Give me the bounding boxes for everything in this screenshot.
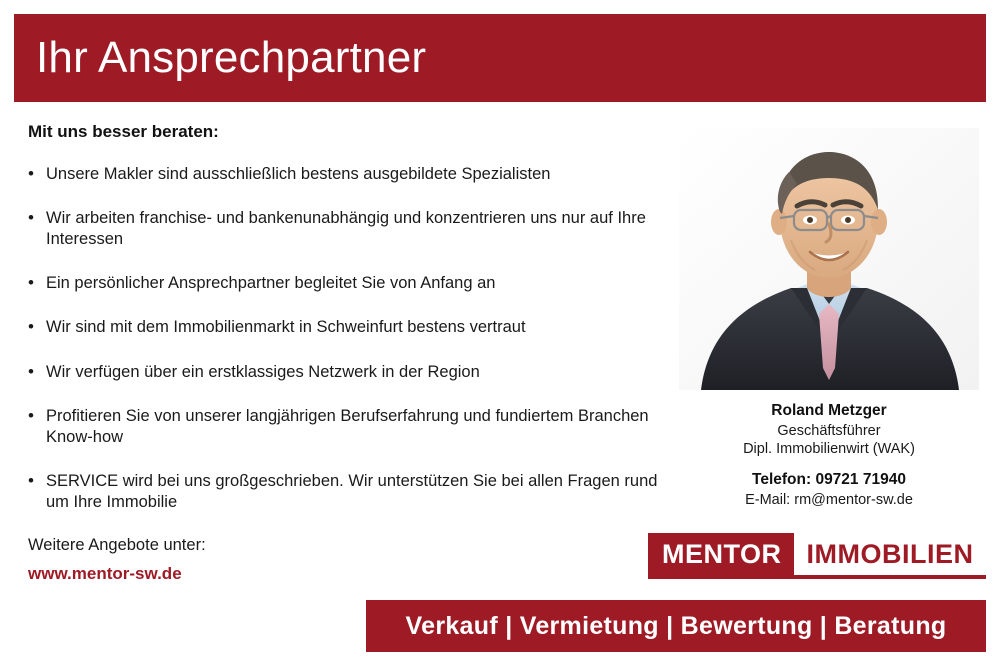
- list-item: • Wir sind mit dem Immobilienmarkt in Schweinfurt bestens vertraut: [28, 317, 668, 338]
- list-item: • Ein persönlicher Ansprechpartner begleitet Sie von Anfang an: [28, 273, 668, 294]
- company-logo: [648, 533, 986, 579]
- avatar: [679, 128, 979, 390]
- footer-banner: [366, 600, 986, 652]
- list-item: • Unsere Makler sind ausschließlich bestens ausgebildete Spezialisten: [28, 164, 668, 185]
- contact-email[interactable]: E-Mail: rm@mentor-sw.de: [745, 492, 913, 508]
- list-item: • Wir verfügen über ein erstklassiges Netzwerk in der Region: [28, 362, 668, 383]
- logo-word-text: IMMOBILIEN: [806, 538, 974, 569]
- header-banner: [14, 14, 986, 102]
- page-title: Ihr Ansprechpartner: [36, 33, 427, 82]
- intro-heading: Mit uns besser beraten:: [28, 122, 219, 141]
- list-item: • Wir arbeiten franchise- und bankenunabhängig und konzentrieren uns nur auf Ihre Interessen: [28, 208, 668, 250]
- contact-phone[interactable]: Telefon: 09721 71940: [752, 471, 906, 488]
- footer-services: Verkauf | Vermietung | Bewertung | Beratung: [405, 611, 947, 640]
- contact-details: [672, 402, 986, 508]
- contact-name: Roland Metzger: [771, 402, 887, 419]
- logo-mark-text: MENTOR: [648, 533, 794, 575]
- main-content: [28, 122, 668, 584]
- website-link[interactable]: www.mentor-sw.de: [28, 564, 182, 584]
- further-offers-label: Weitere Angebote unter:: [28, 536, 206, 555]
- contact-qualification: Dipl. Immobilienwirt (WAK): [743, 441, 915, 457]
- benefits-list: [28, 164, 668, 513]
- contact-column: [672, 128, 986, 508]
- list-item: • SERVICE wird bei uns großgeschrieben. Wir unterstützen Sie bei allen Fragen rund um Ihre Immobilie: [28, 471, 668, 513]
- contact-role: Geschäftsführer: [777, 423, 881, 439]
- list-item: • Profitieren Sie von unserer langjährigen Berufserfahrung und fundiertem Branchen Know-how: [28, 406, 668, 448]
